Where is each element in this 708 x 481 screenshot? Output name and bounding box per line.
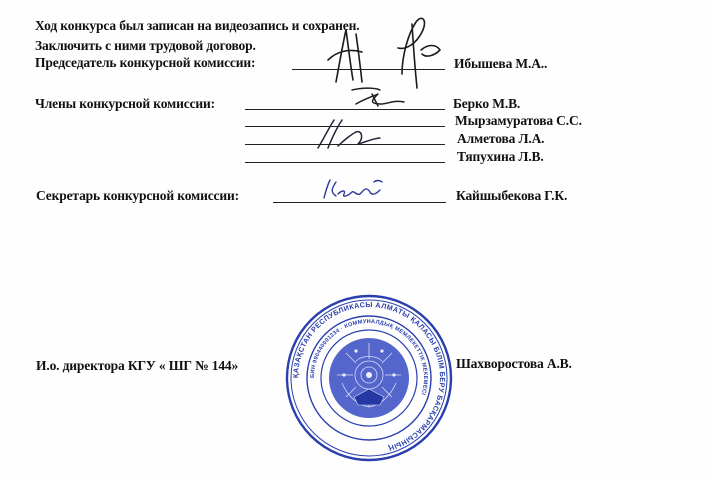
- member-signature-1: [346, 84, 416, 110]
- chair-signature: [318, 4, 458, 96]
- chair-name: Ибышева М.А..: [454, 56, 548, 71]
- member-signature-3: [314, 116, 394, 154]
- director-name: Шахворостова А.В.: [456, 356, 572, 371]
- director-label: И.о. директора КГУ « ШГ № 144»: [36, 358, 239, 373]
- secretary-label: Секретарь конкурсной комиссии:: [36, 188, 240, 203]
- member-name-3: Алметова Л.А.: [457, 131, 545, 146]
- members-label: Члены конкурсной комиссии:: [35, 96, 216, 111]
- intro-line-1: Ход конкурса был записан на видеозапись и сохранен.: [35, 18, 360, 33]
- member-name-4: Тяпухина Л.В.: [457, 149, 544, 164]
- member-name-2: Мырзамуратова С.С.: [455, 113, 582, 128]
- member-name-1: Берко М.В.: [453, 96, 521, 111]
- stamp-outer-text: ҚАЗАҚСТАН РЕСПУБЛИКАСЫ АЛМАТЫ ҚАЛАСЫ БІЛІМ БЕРУ БАСҚАРМАСЫНЫҢ: [290, 299, 448, 454]
- chair-label: Председатель конкурсной комиссии:: [35, 55, 256, 70]
- stamp-inner-text: БИН 990440001234 · КОММУНАЛДЫҚ МЕМЛЕКЕТТІК МЕКЕМЕСІ: [309, 318, 429, 396]
- intro-line-2: Заключить с ними трудовой договор.: [35, 38, 256, 53]
- secretary-name: Кайшыбекова Г.К.: [456, 188, 568, 203]
- member-signature-line-4: [245, 162, 445, 163]
- emblem-icon: [329, 338, 409, 418]
- secretary-signature: [318, 176, 390, 204]
- official-stamp: [284, 293, 454, 463]
